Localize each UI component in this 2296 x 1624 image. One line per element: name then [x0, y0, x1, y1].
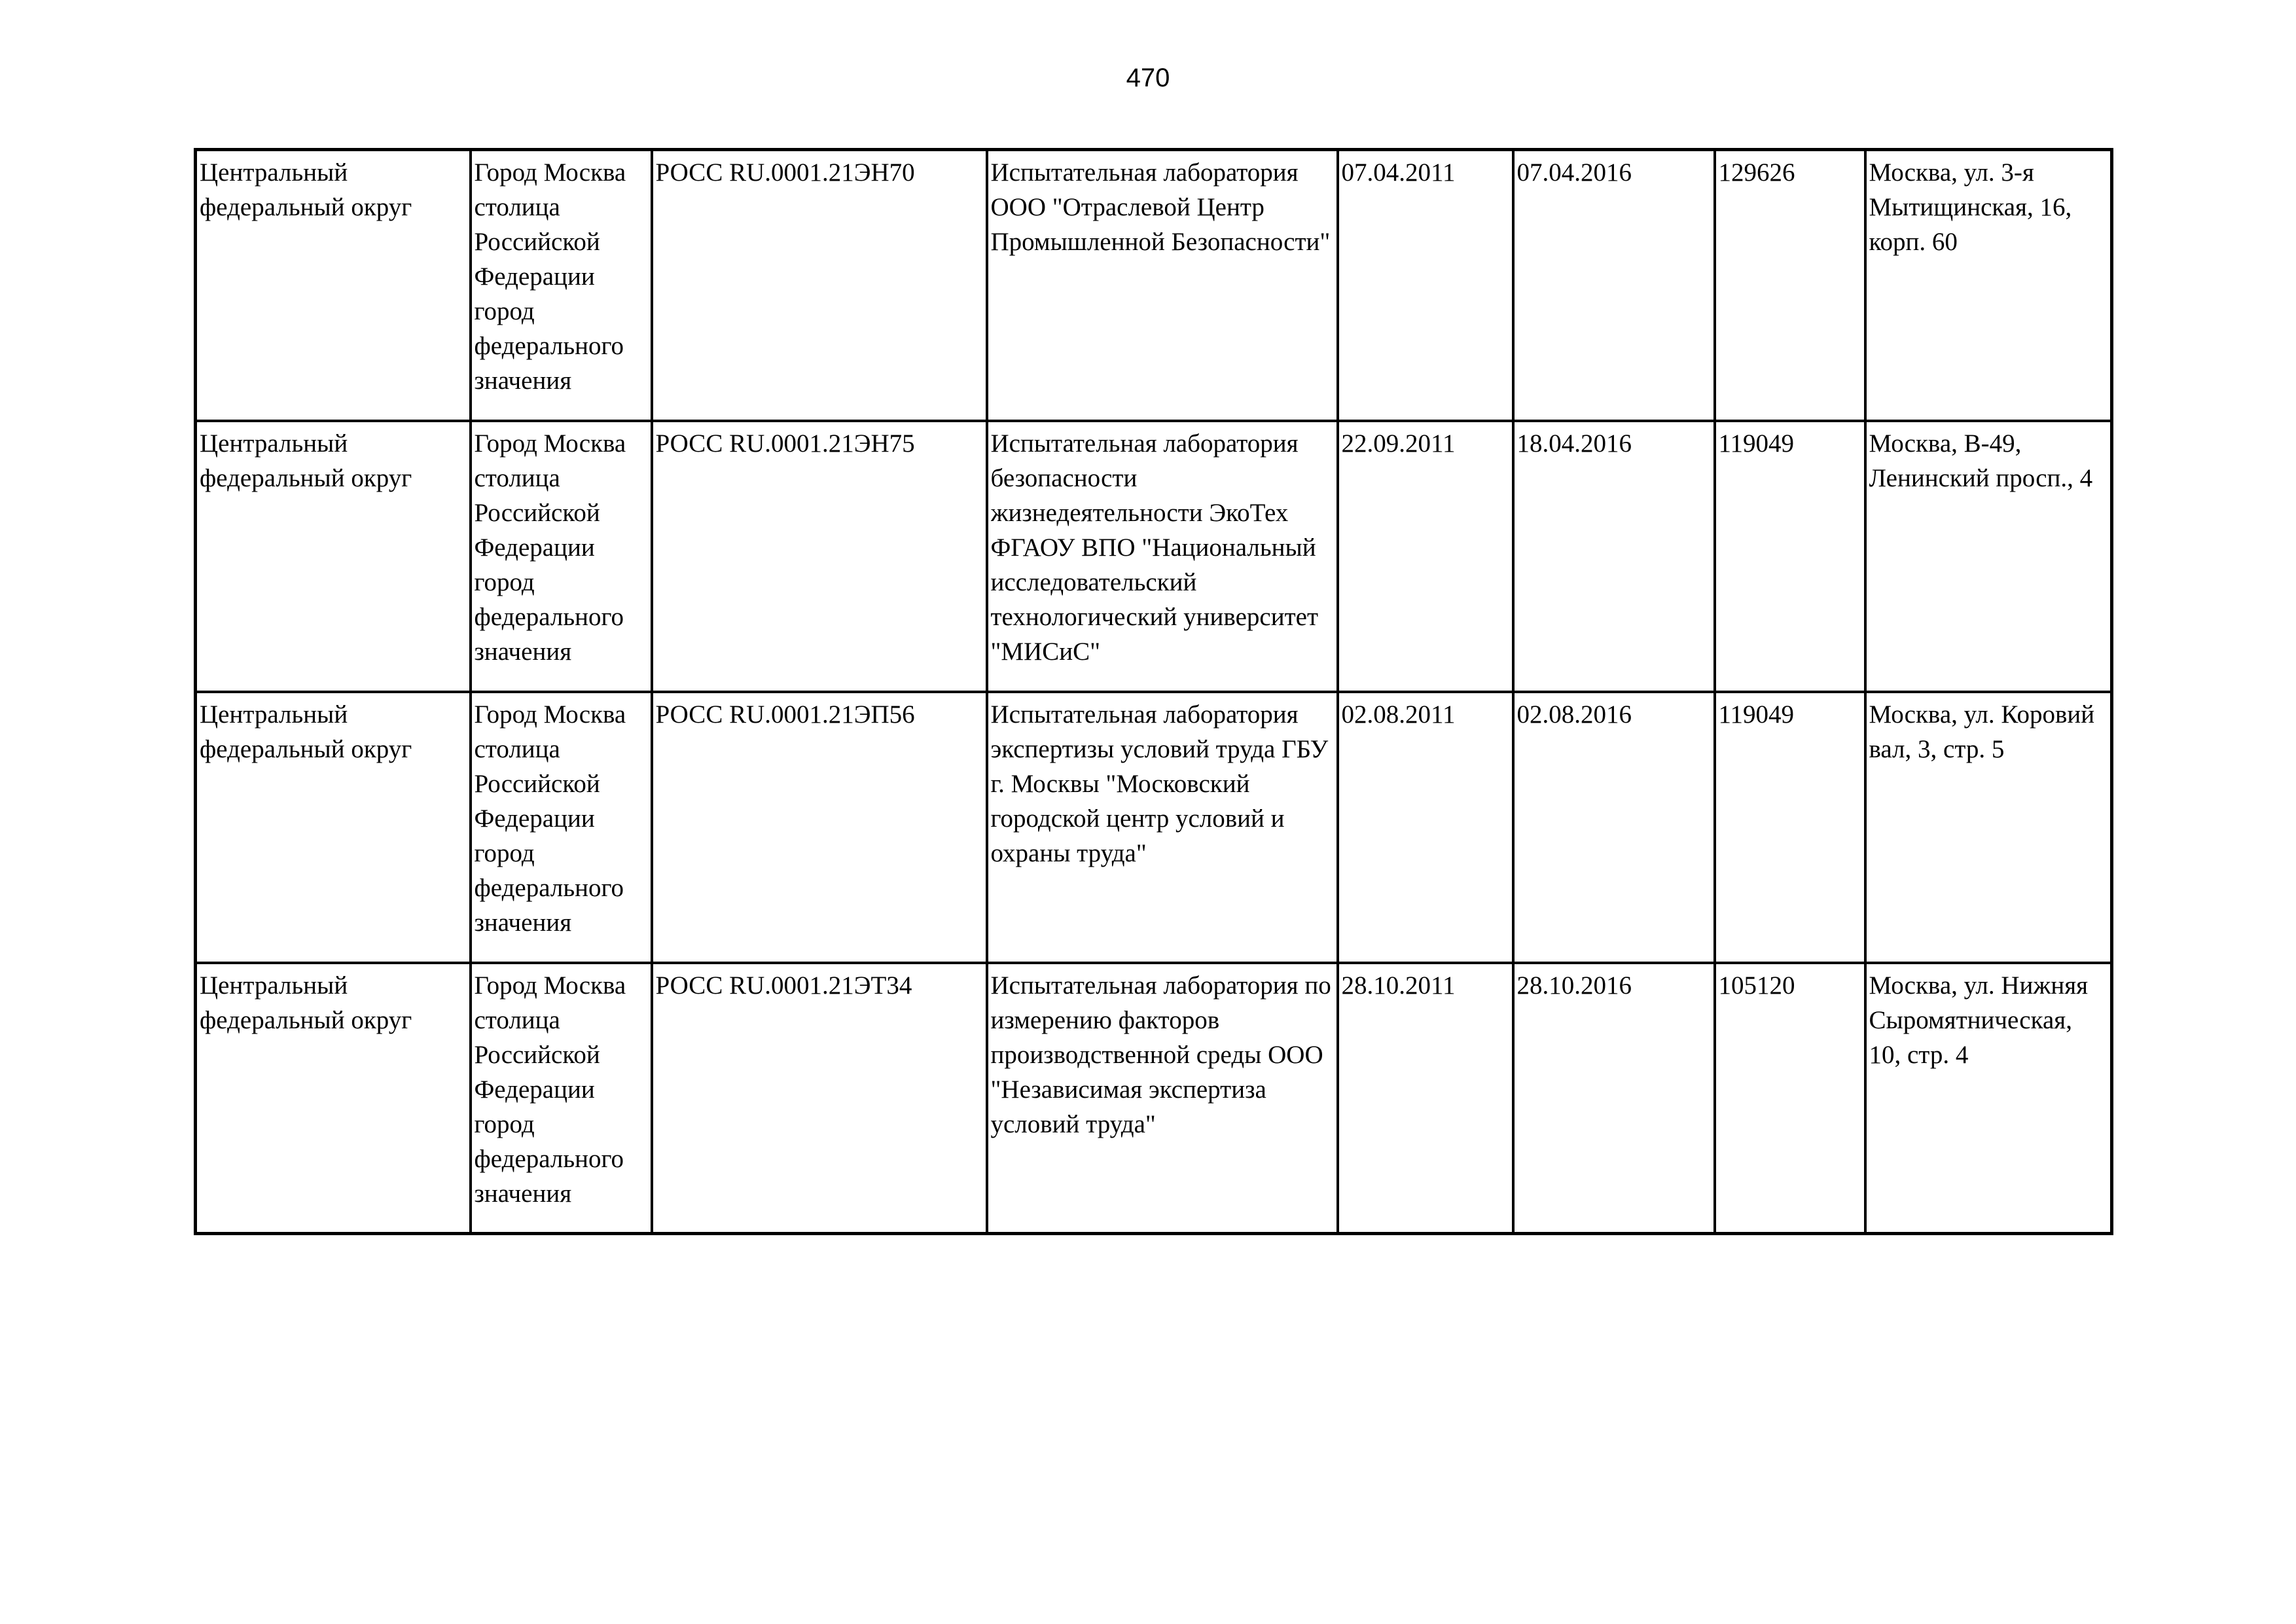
region-cell: Город Москва столица Российской Федерации город федерального значения: [471, 421, 652, 692]
date-issued-cell: 22.09.2011: [1338, 421, 1513, 692]
table-row: [196, 150, 2112, 421]
postal-code-cell: 129626: [1715, 150, 1865, 421]
address-cell: Москва, В-49, Ленинский просп., 4: [1865, 421, 2112, 692]
organization-cell: Испытательная лаборатория по измерению факторов производственной среды ООО "Независимая экспертиза условий труда": [987, 963, 1338, 1234]
district-cell: Центральный федеральный округ: [196, 692, 471, 963]
address-cell: Москва, ул. Коровий вал, 3, стр. 5: [1865, 692, 2112, 963]
reg-number-cell: РОСС RU.0001.21ЭТ34: [652, 963, 987, 1234]
district-cell: Центральный федеральный округ: [196, 150, 471, 421]
region-cell: Город Москва столица Российской Федерации город федерального значения: [471, 692, 652, 963]
reg-number-cell: РОСС RU.0001.21ЭН70: [652, 150, 987, 421]
address-cell: Москва, ул. 3-я Мытищинская, 16, корп. 60: [1865, 150, 2112, 421]
date-issued-cell: 02.08.2011: [1338, 692, 1513, 963]
postal-code-cell: 105120: [1715, 963, 1865, 1234]
page-number: 470: [1126, 63, 1170, 92]
reg-number-cell: РОСС RU.0001.21ЭН75: [652, 421, 987, 692]
district-cell: Центральный федеральный округ: [196, 421, 471, 692]
date-valid-cell: 18.04.2016: [1513, 421, 1715, 692]
postal-code-cell: 119049: [1715, 692, 1865, 963]
date-valid-cell: 07.04.2016: [1513, 150, 1715, 421]
organization-cell: Испытательная лаборатория безопасности жизнедеятельности ЭкоТех ФГАОУ ВПО "Национальный исследовательский технологический университет "МИСиС": [987, 421, 1338, 692]
region-cell: Город Москва столица Российской Федерации город федерального значения: [471, 150, 652, 421]
registry-table: [194, 148, 2113, 1235]
date-valid-cell: 28.10.2016: [1513, 963, 1715, 1234]
table-row: [196, 692, 2112, 963]
district-cell: Центральный федеральный округ: [196, 963, 471, 1234]
organization-cell: Испытательная лаборатория экспертизы условий труда ГБУ г. Москвы "Московский городской центр условий и охраны труда": [987, 692, 1338, 963]
reg-number-cell: РОСС RU.0001.21ЭП56: [652, 692, 987, 963]
address-cell: Москва, ул. Нижняя Сыромятническая, 10, стр. 4: [1865, 963, 2112, 1234]
date-issued-cell: 07.04.2011: [1338, 150, 1513, 421]
postal-code-cell: 119049: [1715, 421, 1865, 692]
organization-cell: Испытательная лаборатория ООО "Отраслевой Центр Промышленной Безопасности": [987, 150, 1338, 421]
region-cell: Город Москва столица Российской Федерации город федерального значения: [471, 963, 652, 1234]
table-row: [196, 421, 2112, 692]
table-row: [196, 963, 2112, 1234]
date-valid-cell: 02.08.2016: [1513, 692, 1715, 963]
date-issued-cell: 28.10.2011: [1338, 963, 1513, 1234]
